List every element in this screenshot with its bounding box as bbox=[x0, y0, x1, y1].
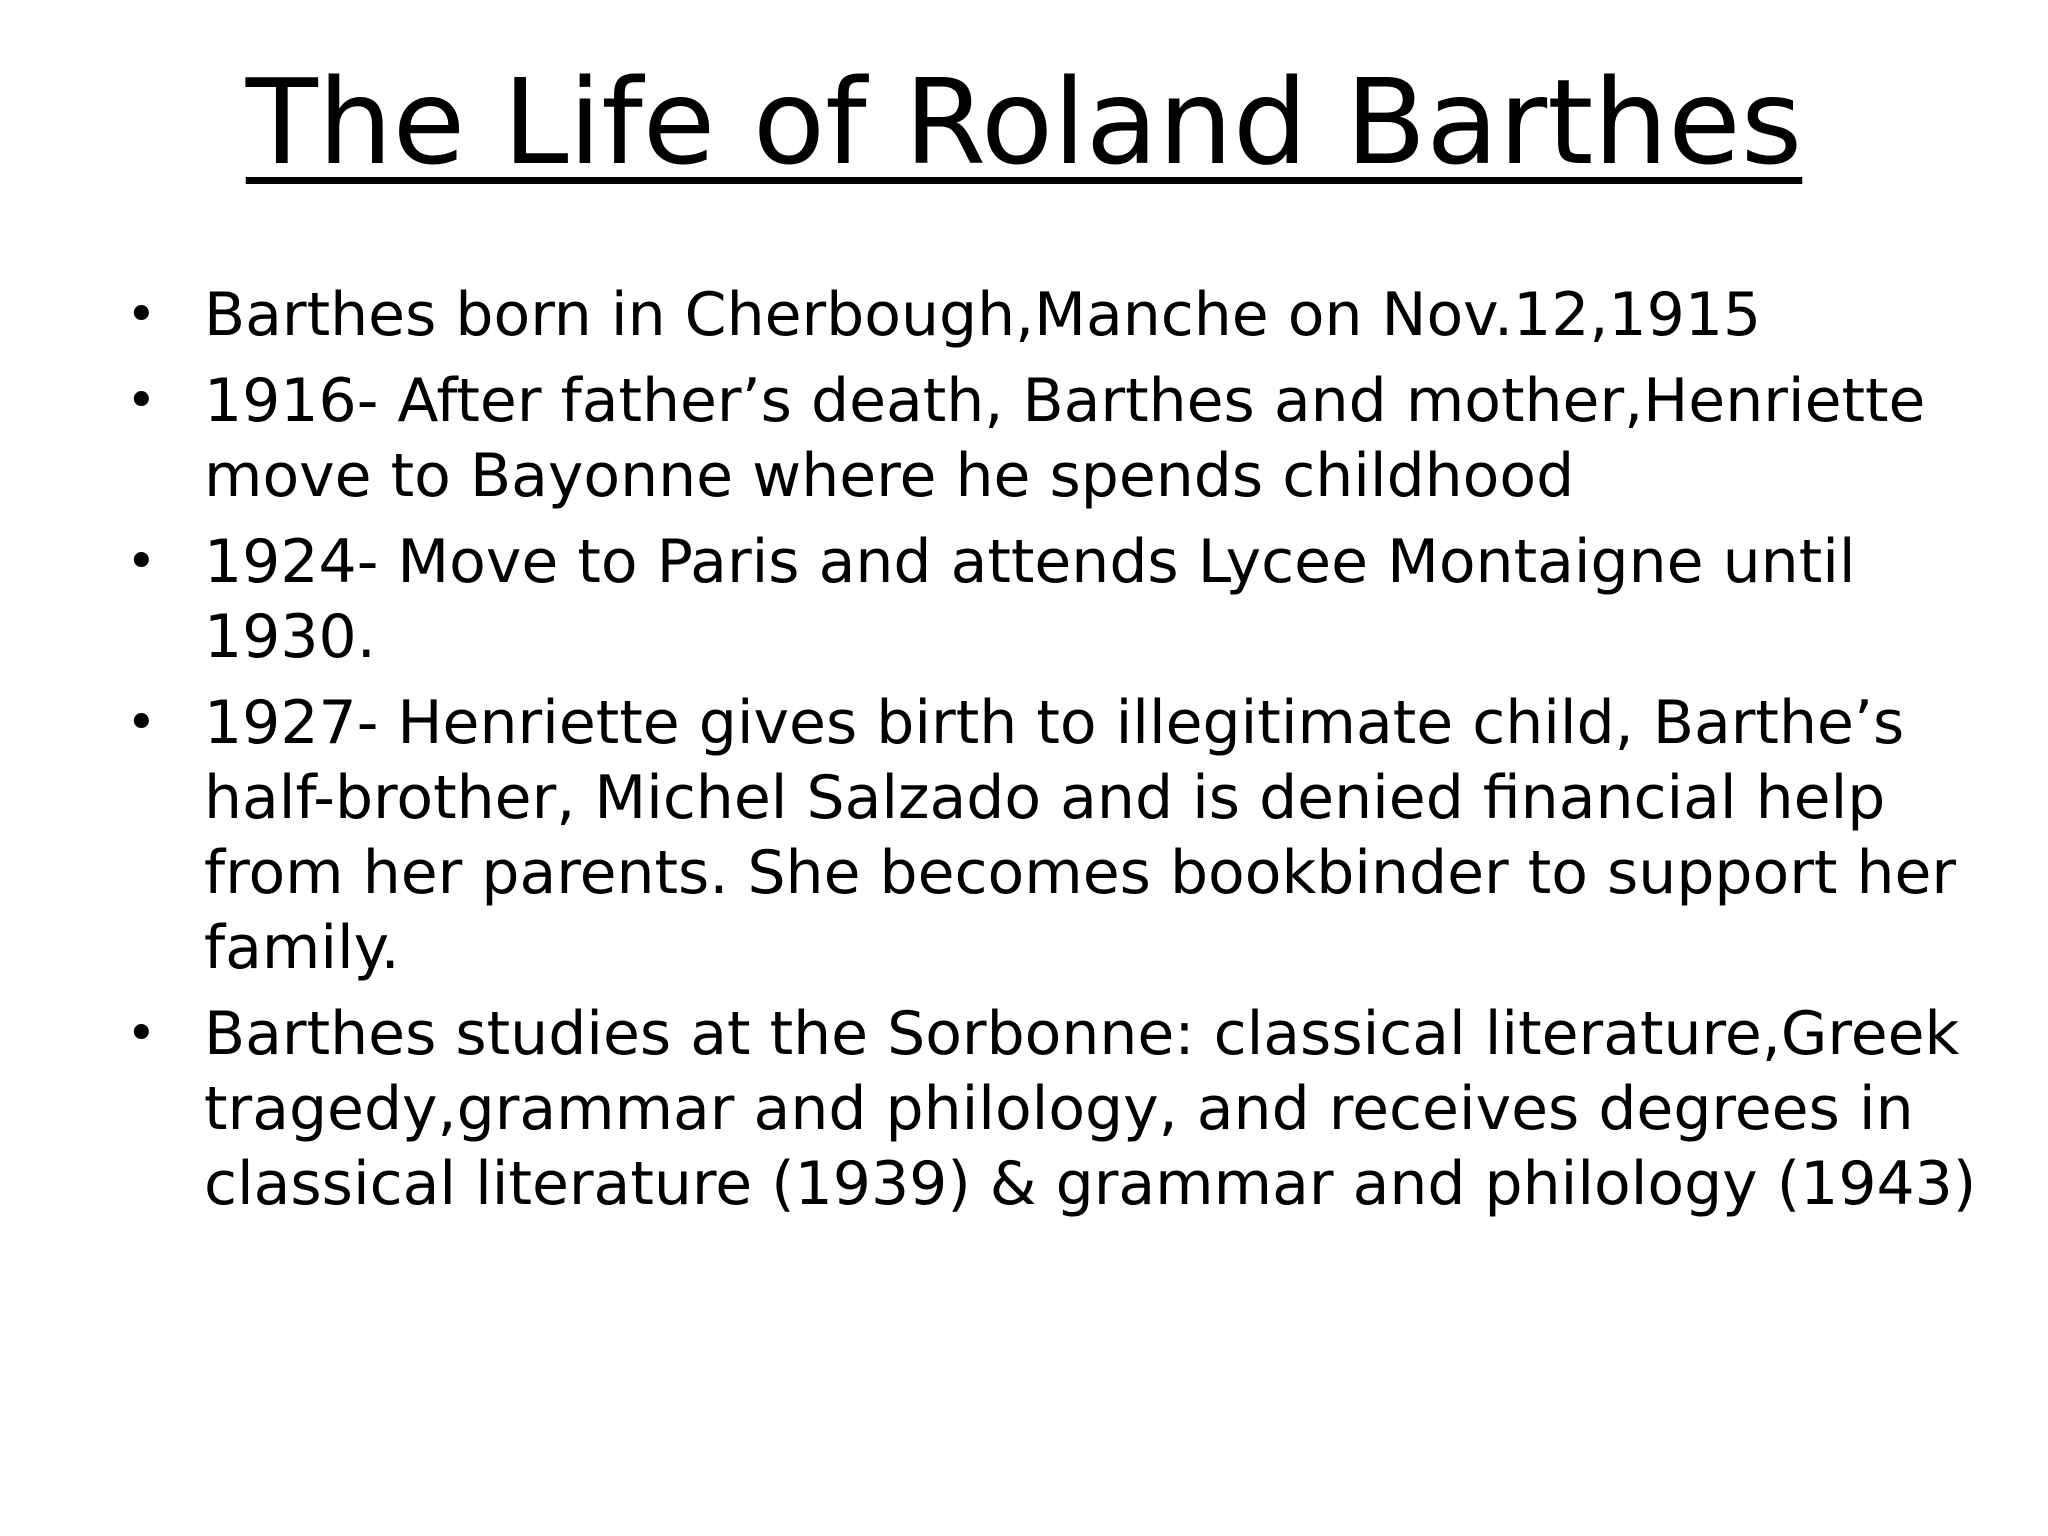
bullet-icon: • bbox=[126, 285, 157, 345]
bullet-text: 1927- Henriette gives birth to illegitimate child, Barthe’s half-brother, Michel Salzado and is denied financial help from her parents. She becomes bookbinder to support her family. bbox=[204, 688, 1957, 983]
bullet-icon: • bbox=[126, 1004, 157, 1064]
bullet-text: Barthes born in Cherbough,Manche on Nov.12,1915 bbox=[204, 280, 1762, 350]
slide-title bbox=[0, 52, 2048, 192]
bullet-item bbox=[0, 997, 2048, 1222]
slide-title-text: The Life of Roland Barthes bbox=[245, 53, 1803, 191]
bullet-text: 1924- Move to Paris and attends Lycee Montaigne until 1930. bbox=[204, 527, 1856, 672]
bullet-list bbox=[0, 278, 2048, 1233]
bullet-item bbox=[0, 278, 2048, 353]
bullet-text: 1916- After father’s death, Barthes and mother,Henriette move to Bayonne where he spends childhood bbox=[204, 366, 1926, 511]
bullet-icon: • bbox=[126, 371, 157, 431]
bullet-item bbox=[0, 364, 2048, 514]
bullet-item bbox=[0, 525, 2048, 675]
bullet-icon: • bbox=[126, 693, 157, 753]
bullet-text: Barthes studies at the Sorbonne: classical literature,Greek tragedy,grammar and philology, and receives degrees in classical literature (1939) & grammar and philology (1943) bbox=[204, 999, 1977, 1219]
bullet-item bbox=[0, 686, 2048, 986]
bullet-icon: • bbox=[126, 532, 157, 592]
